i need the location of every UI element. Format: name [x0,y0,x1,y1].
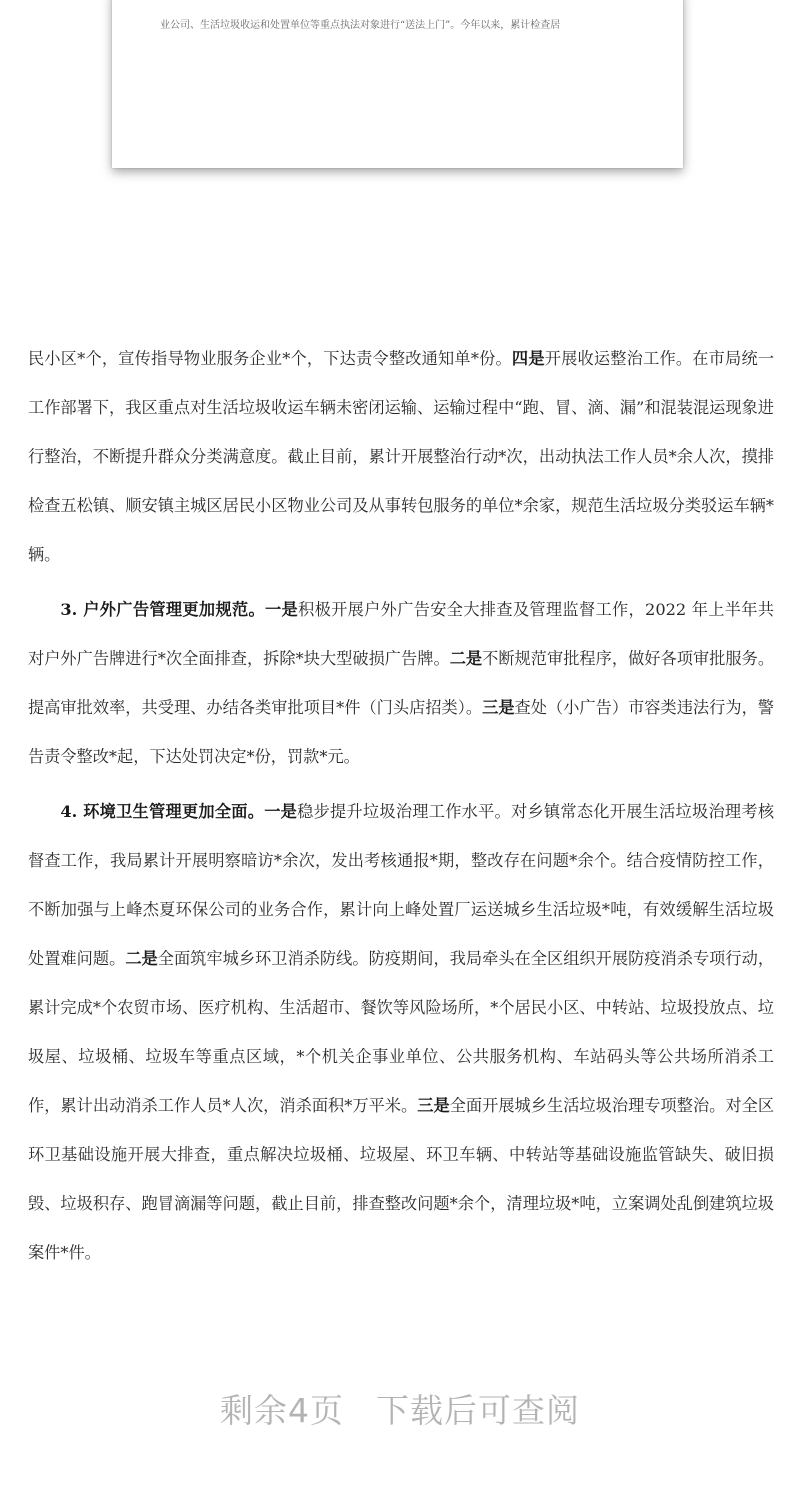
preview-text-line [134,0,661,2]
download-prompt[interactable] [0,1385,800,1432]
paragraph-environmental-sanitation: 4. 环境卫生管理更加全面。一是稳步提升垃圾治理工作水平。对乡镇常态化开展生活垃圾治理考核督查工作，我局累计开展明察暗访*余次，发出考核通报*期，整改存在问题*余个。结合疫情防控工作，不断加强与上峰杰夏环保公司的业务合作，累计向上峰处置厂运送城乡生活垃圾*吨，有效缓解生活垃圾处置难问题。二是全面筑牢城乡环卫消杀防线。防疫期间，我局牵头在全区组织开展防疫消杀专项行动，累计完成*个农贸市场、医疗机构、生活超市、餐饮等风险场所，*个居民小区、中转站、垃圾投放点、垃圾屋、垃圾桶、垃圾车等重点区域，*个机关企事业单位、公共服务机构、车站码头等公共场所消杀工作，累计出动消杀工作人员*人次，消杀面积*万平米。三是全面开展城乡生活垃圾治理专项整治。对全区环卫基础设施开展大排查，重点解决垃圾桶、垃圾屋、环卫车辆、中转站等基础设施监管缺失、破旧损毁、垃圾积存、跑冒滴漏等问题，截止目前，排查整改问题*余个，清理垃圾*吨，立案调处乱倒建筑垃圾案件*件。 [28,802,775,1262]
download-to-view-label: 下载后可查阅 [376,1391,580,1430]
document-body [28,334,774,1277]
section-heading: 4. 环境卫生管理更加全面。 [60,802,265,821]
document-preview-card [112,0,683,168]
remaining-pages-label: 剩余4页 [220,1391,344,1430]
section-heading: 3. 户外广告管理更加规范。 [60,600,266,619]
preview-text-line: 业公司、生活垃圾收运和处置单位等重点执法对象进行“送法上门”。今年以来，累计检查居 [160,20,561,31]
paragraph-collection-rectification: 民小区*个，宣传指导物业服务企业*个，下达责令整改通知单*份。四是开展收运整治工作。在市局统一工作部署下，我区重点对生活垃圾收运车辆未密闭运输、运输过程中“跑、冒、滴、漏”和混装混运现象进行整治，不断提升群众分类满意度。截止目前，累计开展整治行动*次，出动执法工作人员*余人次，摸排检查五松镇、顺安镇主城区居民小区物业公司及从事转包服务的单位*余家，规范生活垃圾分类驳运车辆*辆。 [28,349,775,564]
paragraph-outdoor-advertising: 3. 户外广告管理更加规范。一是积极开展户外广告安全大排查及管理监督工作，2022 年上半年共对户外广告牌进行*次全面排查，拆除*块大型破损广告牌。二是不断规范审批程序，做好各项审批服务。提高审批效率，共受理、办结各类审批项目*件（门头店招类）。三是查处（小广告）市容类违法行为，警告责令整改*起，下达处罚决定*份，罚款*元。 [28,600,775,766]
